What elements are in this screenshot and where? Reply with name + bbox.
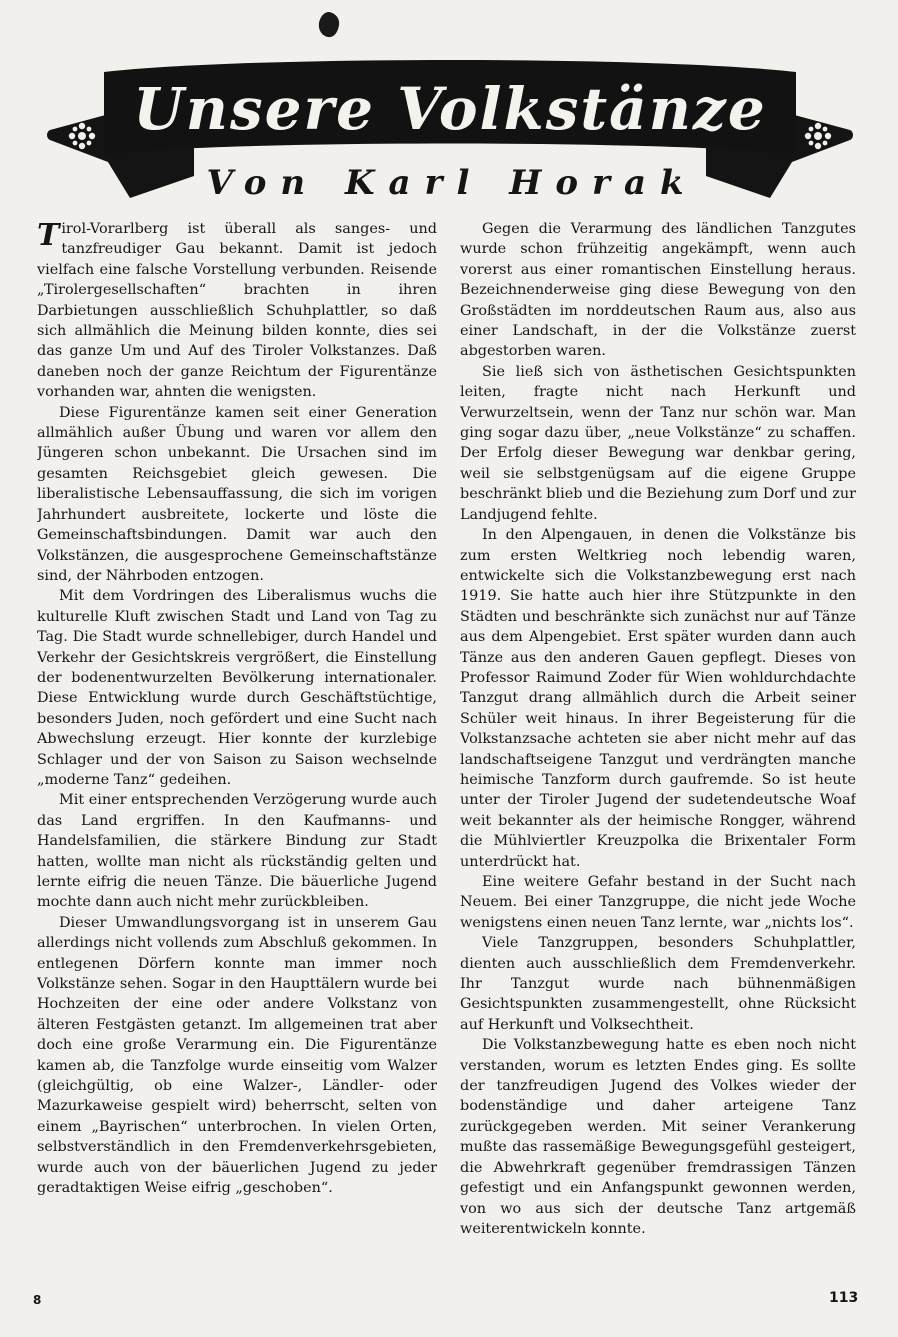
paragraph: Diese Figurentänze kamen seit einer Generation allmählich außer Übung und waren vor allem den Jüngeren schon unbekannt. Die Ursachen sind im gesamten Reichsgebiet gleich gewesen. Die liberalistische Lebensauffassung, die sich im vorigen Jahrhundert ausbreitete, lockerte und löste die Gemeinschaftsbindungen. Damit war auch den Volkstänzen, die ausgesprochene Gemeinschaftstänze sind, der Nährboden entzogen. [37, 404, 437, 584]
article-byline: Von Karl Horak [206, 163, 698, 203]
paragraph: Mit einer entsprechenden Verzögerung wurde auch das Land ergriffen. In den Kaufmanns- und Handelsfamilien, die stärkere Bindung zur Stadt hatten, wollte man nicht als rückständig gelten und lernte eifrig die neuen Tänze. Die bäuerliche Jugend mochte dann auch nicht mehr zurückbleiben. [37, 792, 437, 911]
left-column [37, 219, 437, 1279]
paragraph: Viele Tanzgruppen, besonders Schuhplattler, dienten auch ausschließlich dem Fremdenverkehr. Ihr Tanzgut wurde nach bühnenmäßigen Gesichtspunkten zusammengestellt, ohne Rücksicht auf Herkunft und Volksechtheit. [460, 935, 856, 1033]
paragraph: Tirol-Vorarlberg ist überall als sanges- und tanzfreudiger Gau bekannt. Damit ist jedoch vielfach eine falsche Vorstellung verbunden. Reisende „Tirolergesellschaften“ brachten in ihren Darbietungen ausschließlich Schuhplattler, so daß sich allmählich die Meinung bilden konnte, dies sei das ganze Um und Auf des Tiroler Volkstanzes. Daß daneben noch der ganze Reichtum der Figurentänze vorhanden war, ahnten die wenigsten. [37, 219, 437, 401]
paragraph: Sie ließ sich von ästhetischen Gesichtspunkten leiten, fragte nicht nach Herkunft und Verwurzeltsein, wenn der Tanz nur schön war. Man ging sogar dazu über, „neue Volkstänze“ zu schaffen. Der Erfolg dieser Bewegung war denkbar gering, weil sie selbstgenügsam auf die eigene Gruppe beschränkt blieb und die Beziehung zum Dorf und zur Landjugend fehlte. [460, 363, 856, 523]
paragraph: Dieser Umwandlungsvorgang ist in unserem Gau allerdings nicht vollends zum Abschluß gekommen. In entlegenen Dörfern konnte man immer noch Volkstänze sehen. Sogar in den Haupttälern wurde bei Hochzeiten der eine oder andere Volkstanz von älteren Festgästen getanzt. Im allgemeinen trat aber doch eine große Verarmung ein. Die Figurentänze kamen ab, die Tanzfolge wurde einseitig vom Walzer (gleichgültig, ob eine Walzer-, Ländler- oder Mazurkaweise gespielt wird) beherrscht, selten von einem „Bayrischen“ unterbrochen. In vielen Orten, selbstverständlich in den Fremdenverkehrsgebieten, wurde auch von der bäuerlichen Jugend zu jeder geradtaktigen Weise eifrig „geschoben“. [37, 914, 437, 1197]
drop-cap: T [37, 219, 60, 253]
ink-spot [316, 10, 342, 40]
paragraph: In den Alpengauen, in denen die Volkstänze bis zum ersten Weltkrieg noch lebendig waren, entwickelte sich die Volkstanzbewegung erst nach 1919. Sie hatte auch hier ihre Stützpunkte in den Städten und beschränkte sich zunächst nur auf Tänze aus dem Alpengebiet. Erst später wurden dann auch Tänze aus den anderen Gauen gepflegt. Dieses von Professor Raimund Zoder für Wien wohldurchdachte Tanzgut drang allmählich durch die Arbeit seiner Schüler weit hinaus. In ihrer Begeisterung für die Volkstanzsache achteten sie aber nicht mehr auf das landschaftseigene Tanzgut und verdrängten manche heimische Tanzform durch gaufremde. So ist heute unter der Tiroler Jugend der sudetendeutsche Woaf weit bekannter als der heimische Rongger, während die Mühlviertler Kreuzpolka die Brixentaler Form unterdrückt hat. [460, 527, 856, 870]
paragraph: Die Volkstanzbewegung hatte es eben noch nicht verstanden, worum es letzten Endes ging. Es sollte der tanzfreudigen Jugend des Volkes wieder der bodenständige und daher arteigene Tanz zurückgegeben werden. Mit seiner Verankerung mußte das rassemäßige Bewegungsgefühl gesteigert, die Abwehrkraft gegenüber fremdrassigen Tänzen gefestigt und ein Anfangspunkt gewonnen werden, von wo aus sich der deutsche Tanz artgemäß weiterentwickeln konnte. [460, 1037, 856, 1237]
right-column [460, 219, 856, 1279]
signature-mark: 8 [33, 1293, 42, 1307]
paragraph: Gegen die Verarmung des ländlichen Tanzgutes wurde schon frühzeitig angekämpft, wenn auch vorerst aus einer romantischen Einstellung heraus. Bezeichnenderweise ging diese Bewegung von den Großstädten im norddeutschen Raum aus, also aus einer Landschaft, in der die Volkstänze zuerst abgestorben waren. [460, 221, 856, 360]
article-title: Unsere Volkstänze [133, 75, 767, 143]
paragraph: Mit dem Vordringen des Liberalismus wuchs die kulturelle Kluft zwischen Stadt und Land von Tag zu Tag. Die Stadt wurde schnellebiger, durch Handel und Verkehr der Gesichtskreis vergrößert, die Einstellung der bodenentwurzelten Bevölkerung internationaler. Diese Entwicklung wurde durch Geschäftstüchtige, besonders Juden, noch gefördert und eine Sucht nach Abwechslung erzeugt. Hier konnte der kurzlebige Schlager und der von Saison zu Saison wechselnde „moderne Tanz“ gedeihen. [37, 588, 437, 788]
paragraph: Eine weitere Gefahr bestand in der Sucht nach Neuem. Bei einer Tanzgruppe, die nicht jede Woche wenigstens einen neuen Tanz lernte, war „nichts los“. [460, 874, 856, 931]
page-number: 113 [829, 1290, 859, 1306]
